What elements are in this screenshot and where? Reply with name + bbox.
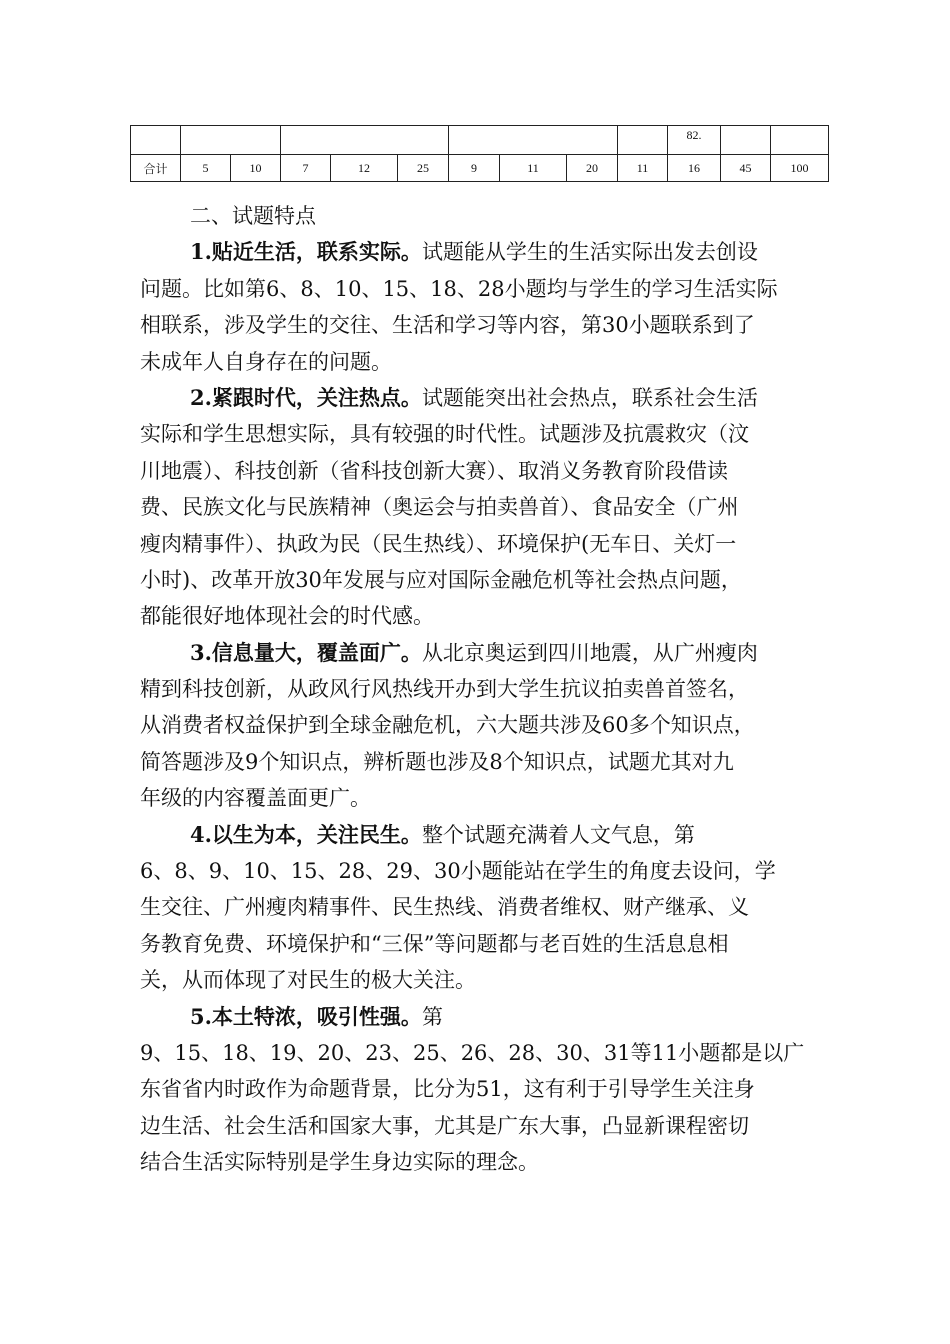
document-body xyxy=(140,198,805,1181)
table-cell: 45 xyxy=(721,155,771,182)
table-cell: 9 xyxy=(449,155,500,182)
paragraph-4-lead: 4.以生为本，关注民生。 xyxy=(190,821,422,847)
paragraph-1-line: 未成年人自身存在的问题。 xyxy=(140,349,392,374)
paragraph-2-line: 费、民族文化与民族精神（奥运会与拍卖兽首）、食品安全（广州 xyxy=(140,495,739,520)
paragraph-text: 第 xyxy=(421,1004,443,1029)
paragraph-5-lead: 5.本土特浓，吸引性强。 xyxy=(190,1003,422,1029)
table-cell xyxy=(449,126,618,155)
paragraph-2-line xyxy=(140,380,800,416)
table-cell: 82. xyxy=(668,126,721,155)
paragraph-text: 试题能突出社会热点，联系社会生活 xyxy=(421,385,758,410)
table-cell xyxy=(281,126,449,155)
paragraph-4-line: 务教育免费、环境保护和“三保”等问题都与老百姓的生活息息相 xyxy=(140,931,729,956)
table-cell: 16 xyxy=(668,155,721,182)
paragraph-4-line: 生交往、广州瘦肉精事件、民生热线、消费者维权、财产继承、义 xyxy=(140,895,749,920)
table-cell xyxy=(618,126,668,155)
paragraph-3-line: 简答题涉及9个知识点，辨析题也涉及8个知识点，试题尤其对九 xyxy=(140,749,734,774)
table-cell xyxy=(721,126,771,155)
table-cell: 25 xyxy=(398,155,449,182)
paragraph-4-line: 关，从而体现了对民生的极大关注。 xyxy=(140,968,476,993)
paragraph-1-lead: 1.贴近生活，联系实际。 xyxy=(190,239,422,265)
table-cell xyxy=(771,126,829,155)
table-cell: 20 xyxy=(567,155,618,182)
section-title: 二、试题特点 xyxy=(190,204,316,228)
paragraph-2-line: 实际和学生思想实际，具有较强的时代性。试题涉及抗震救灾（汶 xyxy=(140,422,749,447)
paragraph-2-line: 小时)、改革开放30年发展与应对国际金融危机等社会热点问题， xyxy=(140,567,742,592)
paragraph-5-line: 结合生活实际特别是学生身边实际的理念。 xyxy=(140,1150,539,1175)
paragraph-1-line: 问题。比如第6、8、10、15、18、28小题均与学生的学习生活实际 xyxy=(140,276,778,301)
table-cell: 11 xyxy=(500,155,567,182)
paragraph-1-line xyxy=(140,234,800,270)
paragraph-3-line: 从消费者权益保护到全球金融危机，六大题共涉及60多个知识点， xyxy=(140,713,755,738)
score-table xyxy=(130,125,829,182)
paragraph-5-line: 边生活、社会生活和国家大事，尤其是广东大事，凸显新课程密切 xyxy=(140,1113,749,1138)
table-cell xyxy=(181,126,281,155)
paragraph-text: 从北京奥运到四川地震，从广州瘦肉 xyxy=(421,640,758,665)
table-row xyxy=(131,126,829,155)
table-row xyxy=(131,155,829,182)
paragraph-3-line: 精到科技创新，从政风行风热线开办到大学生抗议拍卖兽首签名， xyxy=(140,677,749,702)
paragraph-text: 整个试题充满着人文气息，第 xyxy=(421,822,695,847)
paragraph-2-lead: 2.紧跟时代，关注热点。 xyxy=(190,384,422,410)
table-cell: 12 xyxy=(331,155,398,182)
paragraph-5-line: 9、15、18、19、20、23、25、26、28、30、31等11小题都是以广 xyxy=(140,1040,805,1065)
table-cell: 合计 xyxy=(131,155,181,182)
paragraph-2-line: 瘦肉精事件）、执政为民（民生热线）、环境保护(无车日、关灯一 xyxy=(140,531,737,556)
paragraph-2-line: 都能很好地体现社会的时代感。 xyxy=(140,604,434,629)
paragraph-4-line: 6、8、9、10、15、28、29、30小题能站在学生的角度去设问，学 xyxy=(140,859,776,884)
paragraph-1-line: 相联系，涉及学生的交往、生活和学习等内容，第30小题联系到了 xyxy=(140,313,755,338)
paragraph-3-lead: 3.信息量大，覆盖面广。 xyxy=(190,639,422,665)
paragraph-4-line xyxy=(140,817,800,853)
table-cell: 10 xyxy=(231,155,281,182)
table-cell: 100 xyxy=(771,155,829,182)
paragraph-5-line: 东省省内时政作为命题背景，比分为51，这有利于引导学生关注身 xyxy=(140,1077,755,1102)
table-cell: 7 xyxy=(281,155,331,182)
table-cell xyxy=(131,126,181,155)
table-cell: 11 xyxy=(618,155,668,182)
paragraph-text: 试题能从学生的生活实际出发去创设 xyxy=(421,240,758,265)
paragraph-5-line xyxy=(140,999,800,1035)
paragraph-2-line: 川地震）、科技创新（省科技创新大赛）、取消义务教育阶段借读 xyxy=(140,458,728,483)
paragraph-3-line xyxy=(140,635,800,671)
paragraph-3-line: 年级的内容覆盖面更广。 xyxy=(140,786,371,811)
table-cell: 5 xyxy=(181,155,231,182)
